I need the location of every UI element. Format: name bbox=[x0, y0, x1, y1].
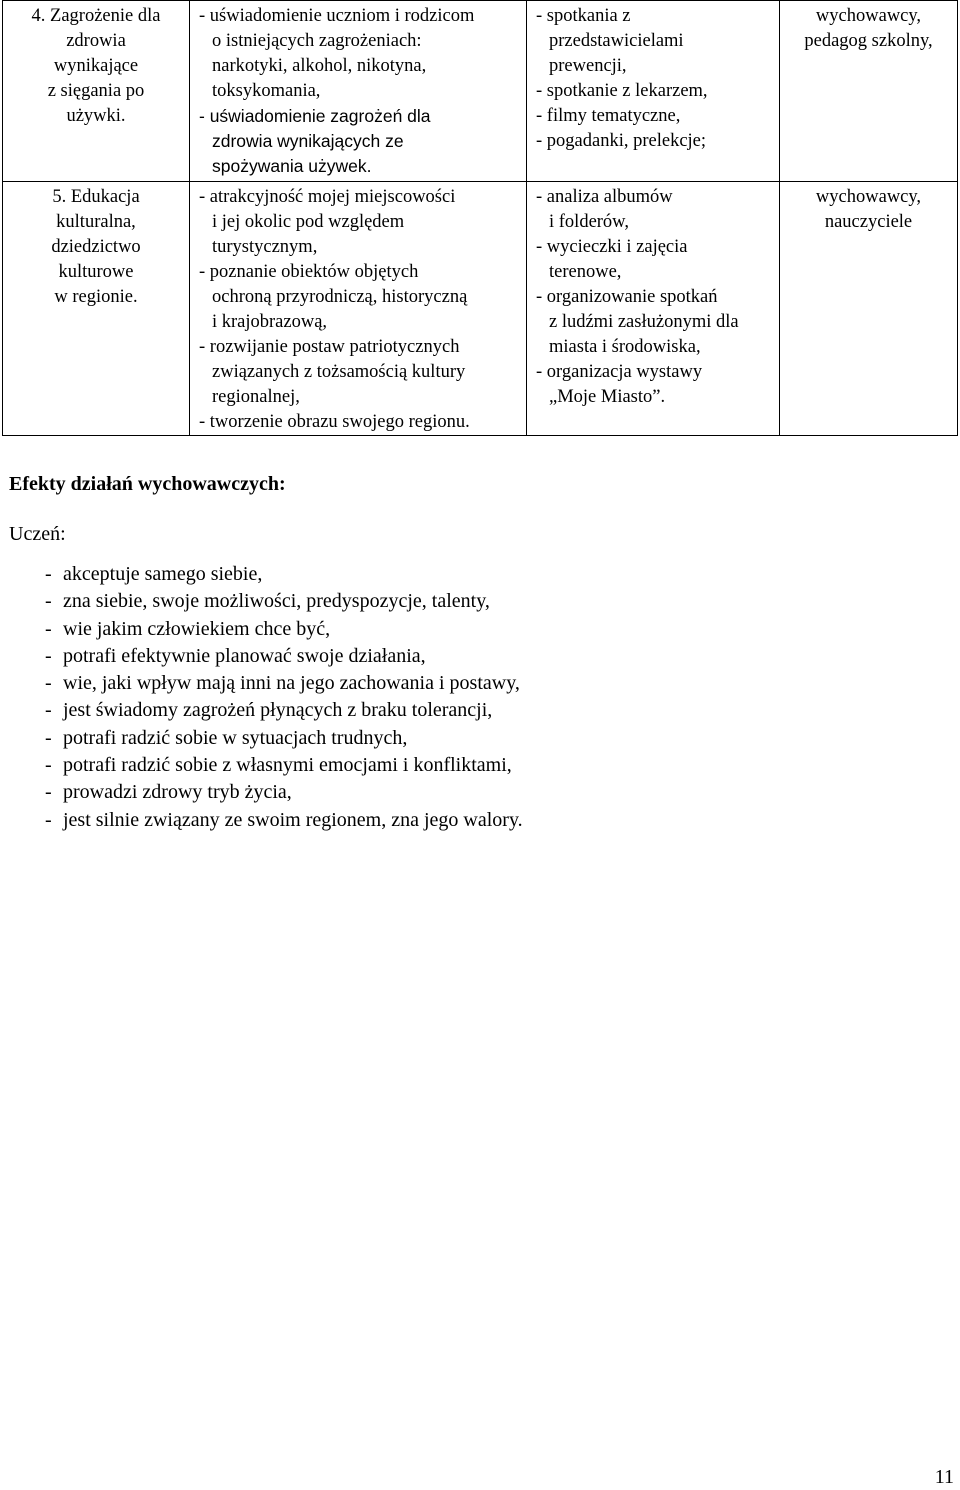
form-line: „Moje Miasto”. bbox=[549, 387, 666, 407]
effect-item bbox=[45, 752, 523, 779]
effect-item bbox=[45, 697, 523, 724]
goal-line: toksykomania, bbox=[212, 81, 321, 101]
effect-dash: - bbox=[45, 699, 52, 722]
area-line: z sięgania po bbox=[47, 81, 145, 101]
area-line: w regionie. bbox=[54, 287, 138, 307]
goal-line: i krajobrazową, bbox=[212, 312, 328, 332]
area-line: dziedzictwo bbox=[51, 237, 141, 257]
effect-item bbox=[45, 670, 523, 697]
activities-table bbox=[2, 0, 958, 436]
form-line: prewencji, bbox=[549, 56, 627, 76]
form-line: - analiza albumów bbox=[536, 187, 673, 207]
form-line: - spotkania z bbox=[536, 6, 631, 26]
form-line: i folderów, bbox=[549, 212, 629, 232]
effect-dash: - bbox=[45, 644, 52, 667]
goal-line: o istniejących zagrożeniach: bbox=[212, 31, 422, 51]
goal-line: związanych z tożsamością kultury bbox=[212, 362, 466, 382]
form-line: - organizowanie spotkań bbox=[536, 287, 718, 307]
forms-cell bbox=[527, 1, 780, 182]
effect-dash: - bbox=[45, 726, 52, 749]
effect-dash: - bbox=[45, 754, 52, 777]
form-line: - pogadanki, prelekcje; bbox=[536, 131, 707, 151]
goal-line: narkotyki, alkohol, nikotyna, bbox=[212, 56, 427, 76]
effect-text: prowadzi zdrowy tryb życia, bbox=[63, 781, 292, 804]
goal-line: - atrakcyjność mojej miejscowości bbox=[199, 187, 456, 207]
page-number: 11 bbox=[934, 1466, 954, 1488]
effect-dash: - bbox=[45, 672, 52, 695]
form-line: - filmy tematyczne, bbox=[536, 106, 681, 126]
form-line: przedstawicielami bbox=[549, 31, 684, 51]
responsible-line: pedagog szkolny, bbox=[804, 31, 933, 51]
goal-line: zdrowia wynikających ze bbox=[212, 131, 404, 151]
effect-text: wie, jaki wpływ mają inni na jego zachowania i postawy, bbox=[63, 672, 520, 695]
effects-list bbox=[45, 561, 523, 834]
form-line: - organizacja wystawy bbox=[536, 362, 703, 382]
effect-dash: - bbox=[45, 781, 52, 804]
area-line: zdrowia bbox=[66, 31, 126, 51]
effect-text: zna siebie, swoje możliwości, predyspozycje, talenty, bbox=[63, 590, 490, 613]
effect-text: jest silnie związany ze swoim regionem, zna jego walory. bbox=[63, 808, 523, 831]
effect-item bbox=[45, 588, 523, 615]
goal-line: ochroną przyrodniczą, historyczną bbox=[212, 287, 468, 307]
effect-dash: - bbox=[45, 617, 52, 640]
student-label: Uczeń: bbox=[9, 523, 66, 545]
goal-line: turystycznym, bbox=[212, 237, 318, 257]
responsible-line: nauczyciele bbox=[824, 212, 913, 232]
form-line: - spotkanie z lekarzem, bbox=[536, 81, 708, 101]
area-line: 5. Edukacja bbox=[52, 187, 140, 207]
responsible-line: wychowawcy, bbox=[815, 6, 922, 26]
area-line: 4. Zagrożenie dla bbox=[31, 6, 161, 26]
effect-dash: - bbox=[45, 590, 52, 613]
effect-text: potrafi radzić sobie z własnymi emocjami i konfliktami, bbox=[63, 754, 512, 777]
effect-item bbox=[45, 561, 523, 588]
effect-item bbox=[45, 725, 523, 752]
goal-line: regionalnej, bbox=[212, 387, 300, 407]
goal-line: spożywania używek. bbox=[212, 156, 372, 176]
goal-line: i jej okolic pod względem bbox=[212, 212, 405, 232]
goal-line: - uświadomienie zagrożeń dla bbox=[199, 106, 431, 126]
responsible-cell bbox=[780, 182, 958, 436]
effect-text: potrafi radzić sobie w sytuacjach trudnych, bbox=[63, 726, 408, 749]
area-cell bbox=[3, 182, 190, 436]
responsible-cell bbox=[780, 1, 958, 182]
effect-item bbox=[45, 643, 523, 670]
goal-line: - rozwijanie postaw patriotycznych bbox=[199, 337, 460, 357]
forms-cell bbox=[527, 182, 780, 436]
goal-line: - poznanie obiektów objętych bbox=[199, 262, 419, 282]
table-row bbox=[3, 182, 958, 436]
effect-text: potrafi efektywnie planować swoje działania, bbox=[63, 644, 426, 667]
effect-item bbox=[45, 616, 523, 643]
activities-table-body bbox=[3, 1, 958, 436]
area-line: kulturalna, bbox=[56, 212, 136, 232]
goal-line: - uświadomienie uczniom i rodzicom bbox=[199, 6, 475, 26]
effect-dash: - bbox=[45, 563, 52, 585]
responsible-line: wychowawcy, bbox=[815, 187, 922, 207]
area-line: kulturowe bbox=[58, 262, 134, 282]
goals-cell bbox=[190, 1, 527, 182]
effect-item bbox=[45, 779, 523, 806]
goal-line: - tworzenie obrazu swojego regionu. bbox=[199, 412, 470, 432]
effect-text: jest świadomy zagrożeń płynących z braku tolerancji, bbox=[63, 699, 493, 722]
area-line: wynikające bbox=[53, 56, 139, 76]
effect-dash: - bbox=[45, 808, 52, 831]
effect-text: akceptuje samego siebie, bbox=[63, 563, 263, 585]
goals-cell bbox=[190, 182, 527, 436]
form-line: - wycieczki i zajęcia bbox=[536, 237, 688, 257]
form-line: z ludźmi zasłużonymi dla bbox=[549, 312, 739, 332]
effects-heading: Efekty działań wychowawczych: bbox=[9, 473, 286, 495]
table-row bbox=[3, 1, 958, 182]
effect-text: wie jakim człowiekiem chce być, bbox=[63, 617, 331, 640]
effect-item bbox=[45, 807, 523, 834]
area-cell bbox=[3, 1, 190, 182]
form-line: miasta i środowiska, bbox=[549, 337, 701, 357]
form-line: terenowe, bbox=[549, 262, 622, 282]
area-line: używki. bbox=[66, 106, 126, 126]
